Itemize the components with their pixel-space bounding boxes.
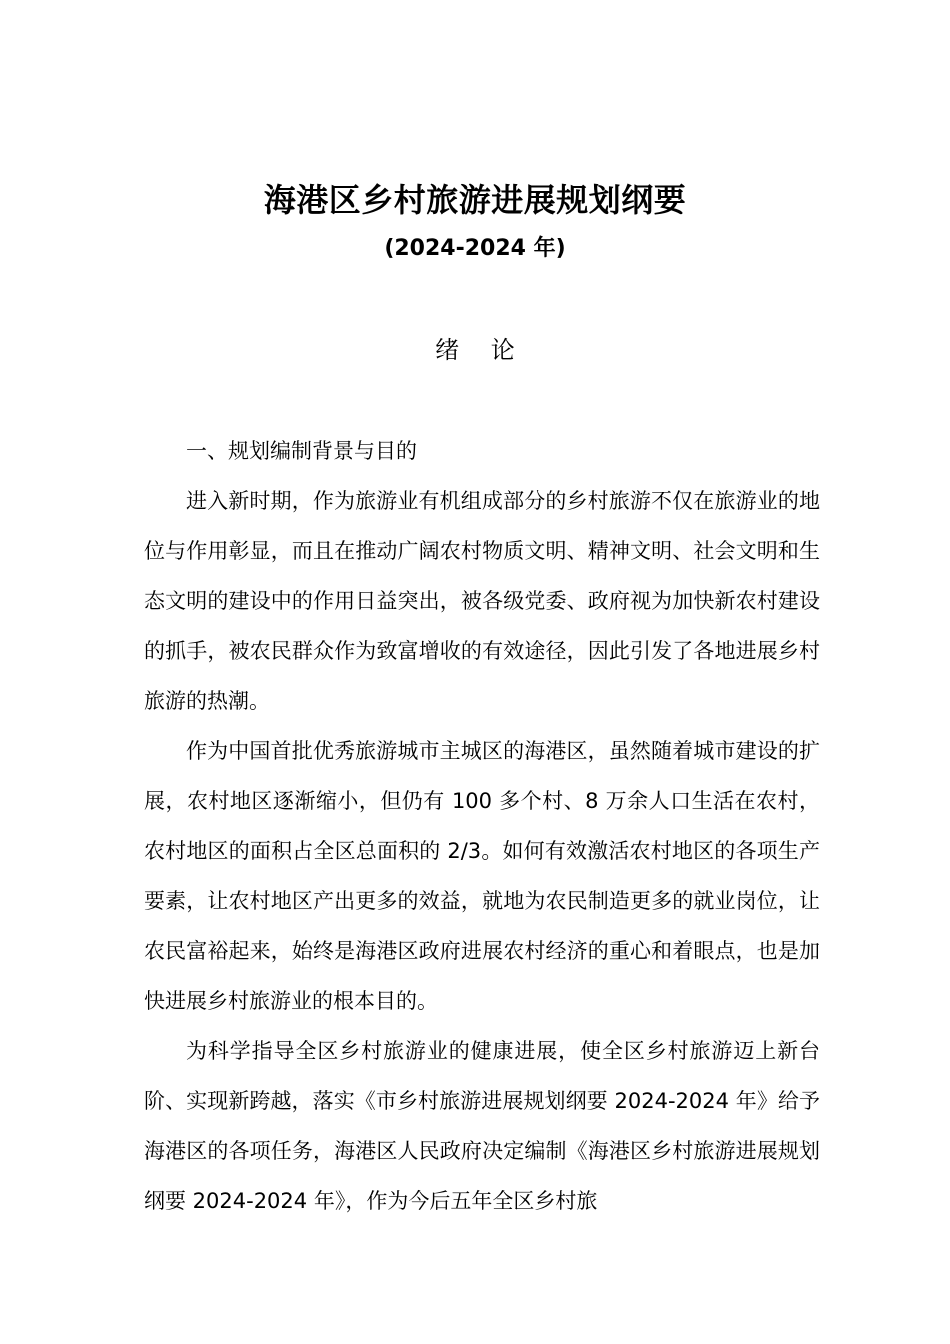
paragraph: 作为中国首批优秀旅游城市主城区的海港区，虽然随着城市建设的扩展，农村地区逐渐缩小，但仍有 100 多个村、8 万余人口生活在农村，农村地区的面积占全区总面积的 2/3。如何有效激活农村地区的各项生产要素，让农村地区产出更多的效益，就地为农民制造更多的就业岗位，让农民富裕起来，始终是海港区政府进展农村经济的重心和着眼点，也是加快进展乡村旅游业的根本目的。: [144, 739, 820, 1013]
paragraph: 进入新时期，作为旅游业有机组成部分的乡村旅游不仅在旅游业的地位与作用彰显，而且在推动广阔农村物质文明、精神文明、社会文明和生态文明的建设中的作用日益突出，被各级党委、政府视为加快新农村建设的抓手，被农民群众作为致富增收的有效途径，因此引发了各地进展乡村旅游的热潮。: [144, 489, 820, 713]
paragraph: 为科学指导全区乡村旅游业的健康进展，使全区乡村旅游迈上新台阶、实现新跨越，落实《市乡村旅游进展规划纲要 2024-2024 年》给予海港区的各项任务，海港区人民政府决定编制《海港区乡村旅游进展规划纲要 2024-2024 年》，作为今后五年全区乡村旅: [144, 1039, 820, 1213]
section-heading: 绪 论: [435, 336, 527, 364]
document-subtitle: (2024-2024 年): [384, 236, 566, 261]
body-text: [144, 426, 820, 1226]
subsection-heading: 一、规划编制背景与目的: [186, 439, 417, 463]
document-title: 海港区乡村旅游进展规划纲要: [263, 181, 687, 219]
